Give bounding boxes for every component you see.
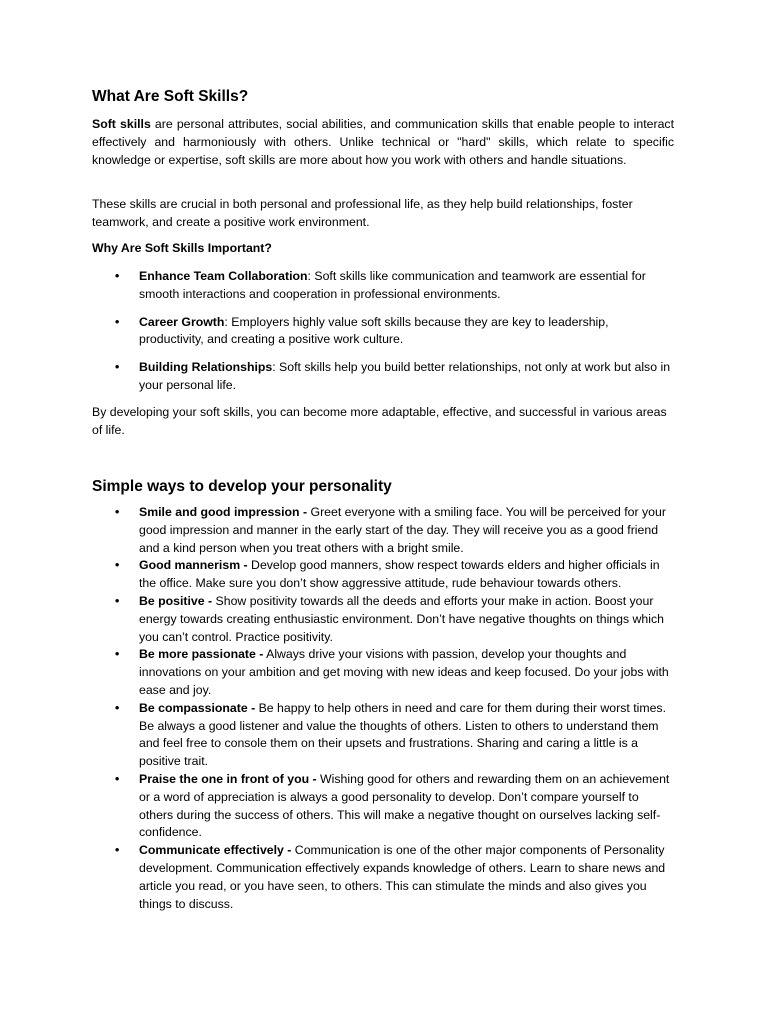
- importance-paragraph: These skills are crucial in both personal and professional life, as they help build relationships, foster teamwork, and create a positive work environment.: [92, 197, 633, 229]
- bullet-dot: •: [115, 771, 120, 786]
- bullet-dot: •: [115, 360, 120, 375]
- list-item: [92, 359, 674, 395]
- bullet-dot: •: [115, 647, 120, 662]
- list-item: [92, 314, 674, 350]
- list-item-term: Praise the one in front of you -: [139, 771, 317, 786]
- list-item: [92, 842, 674, 913]
- list-item-text: Develop good manners, show respect towards elders and higher officials in the office. Make sure you don’t show aggressive attitude, rude behaviour towards others.: [139, 558, 660, 591]
- list-item: [92, 646, 674, 699]
- intro-paragraph: [92, 116, 674, 169]
- section-title-personality: Simple ways to develop your personality: [92, 478, 392, 495]
- personality-list: [92, 504, 674, 913]
- bullet-dot: •: [115, 843, 120, 858]
- list-item: [92, 504, 674, 557]
- intro-bold-term: Soft skills: [92, 117, 151, 131]
- list-item-term: Be more passionate -: [139, 647, 264, 662]
- list-item-term: Be positive -: [139, 593, 213, 608]
- bullet-dot: •: [115, 593, 120, 608]
- list-item-text: Greet everyone with a smiling face. You will be perceived for your good impression and manner in the early start of the day. They will receive you as a good friend and a kind person when you treat others with a bright smile.: [139, 505, 666, 555]
- bullet-dot: •: [115, 558, 120, 573]
- bullet-dot: •: [115, 314, 120, 329]
- section-title-soft-skills: What Are Soft Skills?: [92, 88, 249, 105]
- list-item-text: Show positivity towards all the deeds and efforts your make in action. Boost your energy towards creating enthusiastic environment. Don’t have negative thoughts on things which you can’t control. Practice positivity.: [139, 593, 664, 644]
- bullet-dot: •: [115, 505, 120, 519]
- list-item-text: Always drive your visions with passion, develop your thoughts and innovations on your ambition and get moving with new ideas and keep focused. Do your jobs with ease and joy.: [139, 647, 669, 697]
- list-item-term: Smile and good impression -: [139, 505, 308, 519]
- list-item-text: Communication is one of the other major components of Personality development. Communication effectively expands knowledge of others. Learn to share news and article you read, or you have seen, to others. This can stimulate the minds and also gives you things to discuss.: [139, 843, 666, 911]
- bullet-dot: •: [115, 700, 120, 715]
- list-item-term: Building Relationships: [139, 360, 273, 375]
- list-item-text: : Soft skills like communication and teamwork are essential for smooth interactions and cooperation in professional environments.: [139, 269, 646, 301]
- list-item: [92, 771, 674, 842]
- list-item-text: : Soft skills help you build better relationships, not only at work but also in your personal life.: [139, 360, 671, 392]
- list-item-text: : Employers highly value soft skills because they are key to leadership, productivity, and creating a positive work culture.: [139, 314, 609, 347]
- list-item-term: Career Growth: [139, 314, 225, 329]
- list-item-term: Be compassionate -: [139, 700, 256, 715]
- list-item-term: Enhance Team Collaboration: [139, 269, 308, 283]
- list-item-term: Good mannerism -: [139, 558, 248, 573]
- list-item-text: Wishing good for others and rewarding them on an achievement or a word of appreciation is always a good personality to develop. Don’t compare yourself to others during the success of others. This will make a negative thought on ourselves lacking self-confidence.: [139, 771, 670, 840]
- subheading-why-important: Why Are Soft Skills Important?: [92, 241, 272, 255]
- list-item: [92, 557, 674, 593]
- list-item: [92, 700, 674, 771]
- bullet-dot: •: [115, 269, 120, 283]
- closing-paragraph: By developing your soft skills, you can become more adaptable, effective, and successful in various areas of life.: [92, 405, 667, 437]
- importance-list: [92, 268, 674, 405]
- list-item-term: Communicate effectively -: [139, 843, 292, 858]
- list-item: [92, 268, 674, 304]
- intro-text: are personal attributes, social abilities, and communication skills that enable people to interact effectively and harmoniously with others. Unlike technical or "hard" skills, which relate to specific knowledge or expertise, soft skills are more about how you work with others and handle situations.: [92, 117, 674, 167]
- list-item: [92, 593, 674, 646]
- list-item-text: Be happy to help others in need and care for them during their worst times. Be always a good listener and value the thoughts of others. Listen to others to understand them and feel free to console them on their upsets and frustrations. Sharing and caring a little is a positive trait.: [139, 700, 666, 769]
